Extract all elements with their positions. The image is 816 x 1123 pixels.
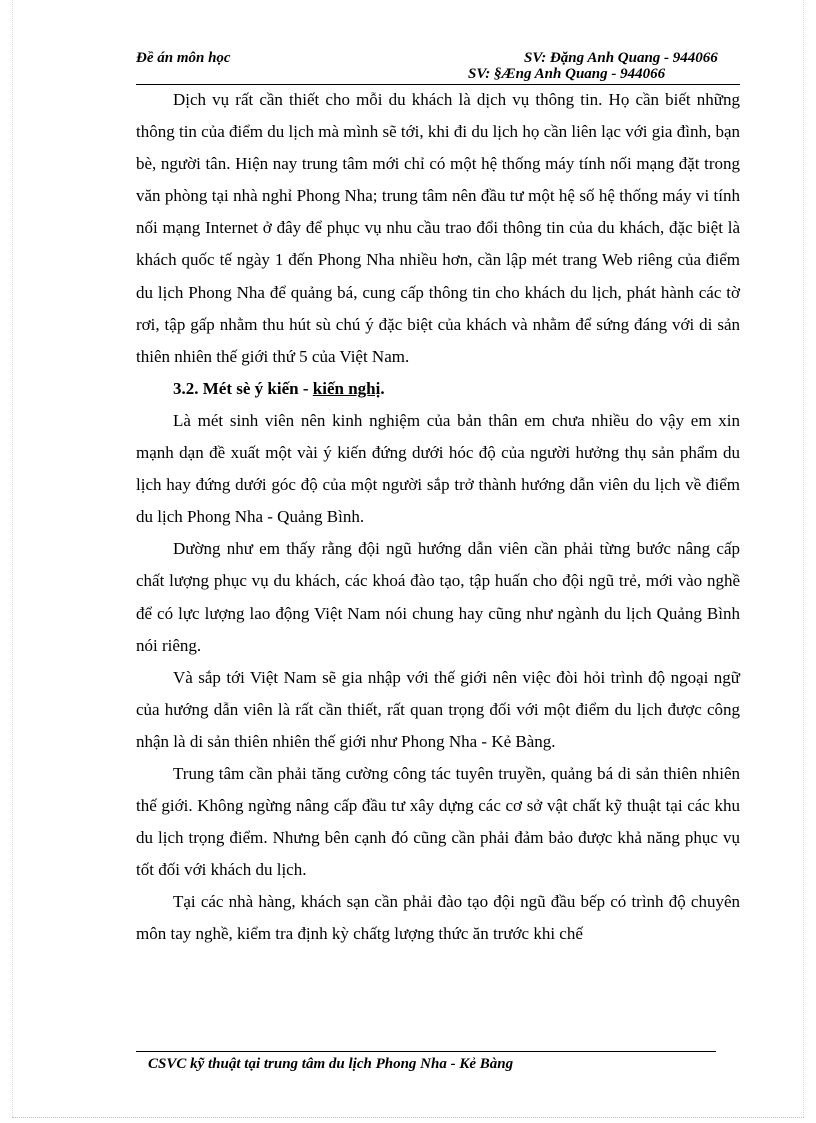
paragraph-foreign-language: Và sắp tới Việt Nam sẽ gia nhập với thế giới nên việc đòi hỏi trình độ ngoại ngữ của hướng dẫn viên là rất cần thiết, rất quan trọng đối với một điểm du lịch được công nhận là di sản thiên nhiên thế giới như Phong Nha - Kẻ Bàng. [136,667,740,751]
document-body [136,84,740,951]
page-left-edge [12,0,13,1117]
footer-rule [136,1051,716,1052]
header-course-title: Đề án môn học [136,50,231,66]
section-heading [136,373,740,405]
section-heading-underlined: kiến nghị [312,378,381,398]
header-student-name: SV: Đặng Anh Quang - 944066 [524,50,718,66]
section-heading-end: . [380,378,385,398]
paragraph-restaurants: Tại các nhà hàng, khách sạn cần phải đào tạo đội ngũ đầu bếp có trình độ chuyên môn tay nghề, kiểm tra định kỳ chấtg lượng thức ăn trước khi chế [136,892,740,944]
page-right-edge [803,0,804,1117]
paragraph-guide-training: Dường như em thấy rằng đội ngũ hướng dẫn viên cần phải từng bước nâng cấp chất lượng phục vụ du khách, các khoá đào tạo, tập huấn cho đội ngũ trẻ, mới vào nghề để có lực lượng lao động Việt Nam nói chung hay cũng như ngành du lịch Quảng Bình nói riêng. [136,539,740,655]
footer-title: CSVC kỹ thuật tại trung tâm du lịch Phong Nha - Kẻ Bàng [148,1056,514,1072]
page-bottom-edge [12,1117,804,1118]
header-student-name-garbled: SV: §Æng Anh Quang - 944066 [468,66,666,82]
paragraph-student-opinion: Là mét sinh viên nên kinh nghiệm của bản thân em chưa nhiều do vậy em xin mạnh dạn đề xuất một vài ý kiến đứng dưới hóc độ của người hưởng thụ sản phẩm du lịch hay đứng dưới góc độ của một người sắp trở thành hướng dẫn viên du lịch về điểm du lịch Phong Nha - Quảng Bình. [136,410,740,527]
section-heading-text: 3.2. Mét sè ý kiến - [173,378,313,398]
paragraph-information-service: Dịch vụ rất cần thiết cho mỗi du khách là dịch vụ thông tin. Họ cần biết những thông tin của điểm du lịch mà mình sẽ tới, khi đi du lịch họ cần liên lạc với gia đình, bạn bè, người tân. Hiện nay trung tâm mới chỉ có một hệ thống máy tính nối mạng đặt trong văn phòng tại nhà nghỉ Phong Nha; trung tâm nên đầu tư một hệ số hệ thống máy vi tính nối mạng Internet ở đây để phục vụ nhu cầu trao đổi thông tin của du khách, đặc biệt là khách quốc tế ngày 1 đến Phong Nha nhiều hơn, cần lập mét trang Web riêng của điểm du lịch Phong Nha để quảng bá, cung cấp thông tin cho khách du lịch, phát hành các tờ rơi, tập gấp nhằm thu hút sù chú ý đặc biệt của khách và nhằm để sứng đáng với di sản thiên nhiên thế giới thứ 5 của Việt Nam. [136,90,740,366]
paragraph-promotion: Trung tâm cần phải tăng cường công tác tuyên truyền, quảng bá di sản thiên nhiên thế giới. Không ngừng nâng cấp đầu tư xây dựng các cơ sở vật chất kỹ thuật tại các khu du lịch trọng điểm. Nhưng bên cạnh đó cũng cần phải đảm bảo được khả năng phục vụ tốt đối với khách du lịch. [136,763,740,880]
